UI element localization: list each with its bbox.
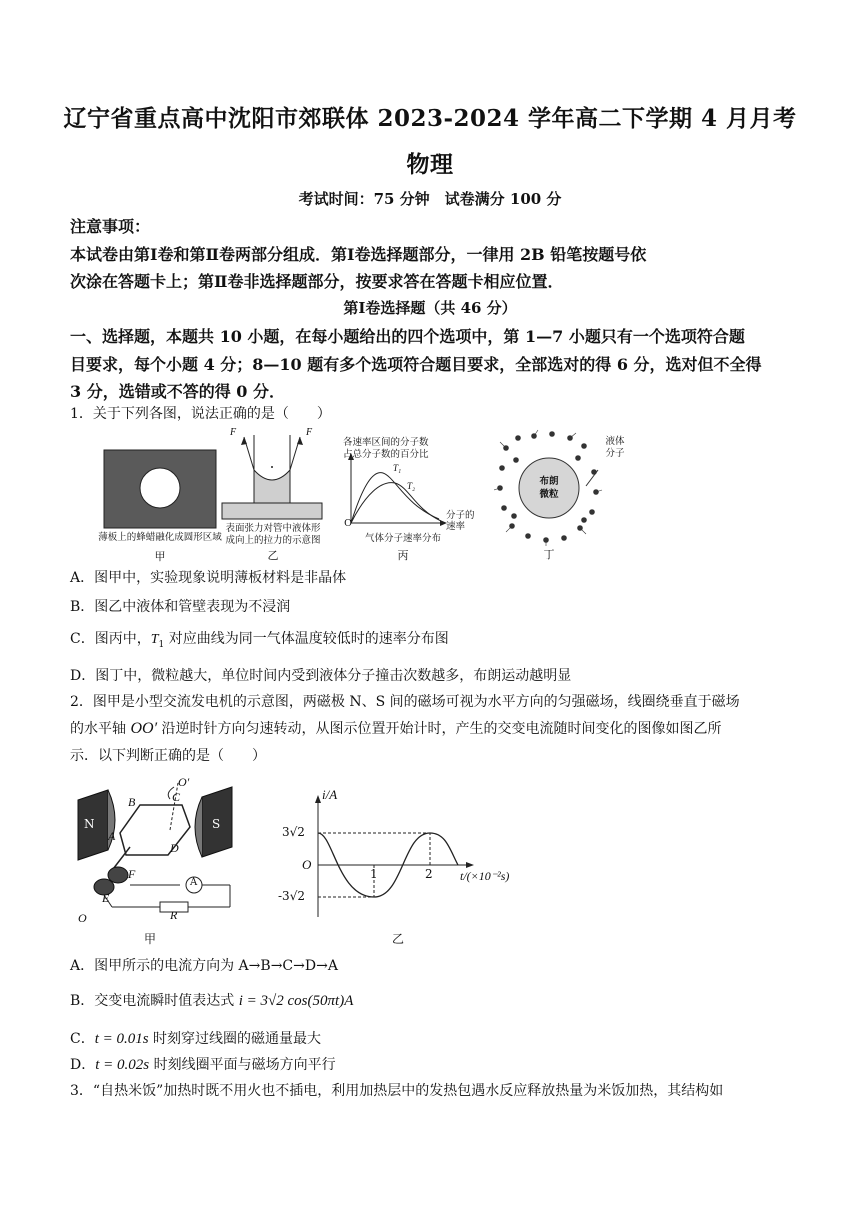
q2-option-d-expr: t = 0.02s — [95, 1057, 150, 1073]
q1-ding-label: 丁 — [543, 548, 555, 561]
q1-option-c-var: T — [150, 632, 159, 647]
q2-graph-x2: 2 — [425, 867, 433, 881]
q3-stem-line-1: 3．“自热米饭”加热时既不用火也不插电，利用加热层中的发热包遇水反应释放热量为米饭加热，其结构如 — [70, 1083, 724, 1099]
q1-option-b: B．图乙中液体和管壁表现为不浸润 — [70, 599, 291, 615]
q1-ding-side-2: 分子 — [605, 448, 625, 459]
section-heading: 第Ⅰ卷选择题（共 46 分） — [343, 299, 517, 317]
subject-title: 物理 — [406, 151, 454, 178]
q1-bing-origin: O — [344, 518, 352, 529]
q1-yi-caption-2: 成向上的拉力的示意图 — [225, 535, 321, 546]
q1-ding-center-2: 微粒 — [539, 489, 559, 500]
section-intro-3: 3 分，选错或不答的得 0 分． — [70, 382, 285, 401]
q2-option-c — [70, 1028, 321, 1048]
q1-bing-ylabel-1: 各速率区间的分子数 — [343, 437, 429, 448]
q1-figure-bing — [343, 435, 488, 560]
q1-option-a: A．图甲中，实验现象说明薄板材料是非晶体 — [70, 570, 347, 586]
q2-graph-xlabel: t/(×10⁻²s) — [460, 869, 510, 883]
q1-bing-ylabel-2: 占总分子数的百分比 — [343, 449, 429, 460]
q2-stem-line-3: 示．以下判断正确的是（ ） — [70, 748, 266, 764]
q2-graph-x1: 1 — [370, 867, 378, 881]
q2-stem-line-2-pre: 的水平轴 — [70, 721, 131, 737]
q2-fig-o: O — [78, 911, 87, 925]
q1-bing-label: 丙 — [397, 549, 409, 562]
q1-ding-side-1: 液体 — [605, 436, 625, 447]
q2-option-b-expr: i = 3√2 cos(50πt)A — [238, 993, 354, 1009]
q2-fig-ammeter: A — [190, 877, 198, 888]
q2-option-d-post: 时刻线圈平面与磁场方向平行 — [149, 1057, 336, 1073]
q1-figure-yi — [218, 425, 328, 560]
q1-yi-force-right: F — [306, 427, 313, 438]
q1-bing-xlabel-2: 速率 — [446, 521, 466, 532]
q1-option-c-pre: C．图丙中， — [70, 631, 151, 647]
q2-option-d-pre: D． — [70, 1057, 96, 1073]
q1-stem: 1．关于下列各图，说法正确的是（ ） — [70, 406, 331, 422]
q1-yi-force-left: F — [230, 427, 237, 438]
q1-bing-t1: T₁ — [393, 463, 402, 473]
q2-graph-label: 乙 — [391, 932, 404, 946]
q1-option-c-sub: 1 — [158, 639, 165, 650]
exam-info: 考试时间：75 分钟 试卷满分 100 分 — [298, 190, 562, 208]
q1-option-c-post: 对应曲线为同一气体温度较低时的速率分布图 — [164, 631, 449, 647]
q2-fig-d: D — [170, 841, 179, 855]
q1-option-d: D．图丁中，微粒越大，单位时间内受到液体分子撞击次数越多，布朗运动越明显 — [70, 668, 572, 684]
q1-option-c — [70, 628, 449, 650]
current-graph — [278, 785, 538, 925]
q1-figure-jia — [98, 440, 222, 563]
exam-title: 辽宁省重点高中沈阳市郊联体 2023-2024 学年高二下学期 4 月月考 — [63, 105, 797, 132]
q2-fig-e: E — [102, 891, 110, 905]
q2-stem-line-2 — [70, 719, 722, 739]
notice-heading: 注意事项： — [70, 217, 151, 236]
q2-fig-n: N — [84, 817, 95, 831]
section-intro-2: 目要求，每个小题 4 分；8—10 题有多个选项符合题目要求，全部选对的得 6 分，选对但不全得 — [70, 355, 762, 374]
q1-bing-xlabel-1: 分子的 — [446, 510, 475, 521]
q2-graph-ylabel: i/A — [322, 787, 338, 802]
q1-jia-label: 甲 — [154, 550, 166, 563]
q2-graph-ytick-neg: -3√2 — [278, 889, 305, 903]
q2-stem-line-1: 2．图甲是小型交流发电机的示意图，两磁极 N、S 间的磁场可视为水平方向的匀强磁场，线圈绕垂直于磁场 — [70, 694, 740, 710]
q1-ding-center-1: 布朗 — [539, 476, 559, 487]
q2-graph-ytick-pos: 3√2 — [282, 825, 305, 839]
q2-fig-jia-label: 甲 — [143, 932, 156, 946]
q1-yi-label: 乙 — [267, 549, 279, 562]
q2-option-d — [70, 1054, 336, 1074]
section-intro-1: 一、选择题，本题共 10 小题，在每小题给出的四个选项中，第 1—7 小题只有一个选项符合题 — [70, 327, 745, 346]
q2-fig-o-prime: O′ — [178, 775, 190, 789]
q2-option-b — [70, 990, 353, 1010]
q2-option-a: A．图甲所示的电流方向为 A→B→C→D→A — [70, 958, 338, 974]
q2-option-c-pre: C． — [70, 1031, 95, 1047]
q1-bing-t2: T₂ — [407, 481, 416, 491]
q2-option-c-post: 时刻穿过线圈的磁通量最大 — [148, 1031, 322, 1047]
q2-figure-yi — [278, 785, 538, 950]
q2-stem-axis: OO′ — [130, 720, 158, 737]
q2-stem-line-2-post: 沿逆时针方向匀速转动，从图示位置开始计时，产生的交变电流随时间变化的图像如图乙所 — [157, 721, 722, 737]
q2-fig-c: C — [172, 790, 181, 804]
q2-fig-s: S — [212, 817, 221, 831]
q2-figure-jia — [70, 775, 250, 950]
q2-fig-a: A — [108, 829, 116, 843]
q2-fig-r: R — [170, 908, 178, 922]
q2-fig-b: B — [128, 795, 136, 809]
q1-yi-caption-1: 表面张力对管中液体形 — [225, 523, 321, 534]
generator-diagram — [70, 775, 250, 935]
q2-graph-origin: O — [302, 857, 312, 872]
notice-line-2: 次涂在答题卡上；第Ⅱ卷非选择题部分，按要求答在答题卡相应位置． — [70, 272, 564, 291]
q1-bing-caption: 气体分子速率分布 — [364, 533, 441, 544]
q1-figure-ding — [494, 428, 634, 560]
capillary-diagram — [218, 425, 328, 525]
q2-fig-f: F — [128, 867, 136, 881]
notice-line-1: 本试卷由第Ⅰ卷和第Ⅱ卷两部分组成．第Ⅰ卷选择题部分，一律用 2B 铅笔按题号依 — [70, 245, 647, 264]
q2-option-b-pre: B．交变电流瞬时值表达式 — [70, 993, 239, 1009]
q2-option-c-expr: t = 0.01s — [94, 1031, 149, 1047]
q1-jia-caption: 薄板上的蜂蜡融化成圆形区域 — [98, 532, 222, 543]
